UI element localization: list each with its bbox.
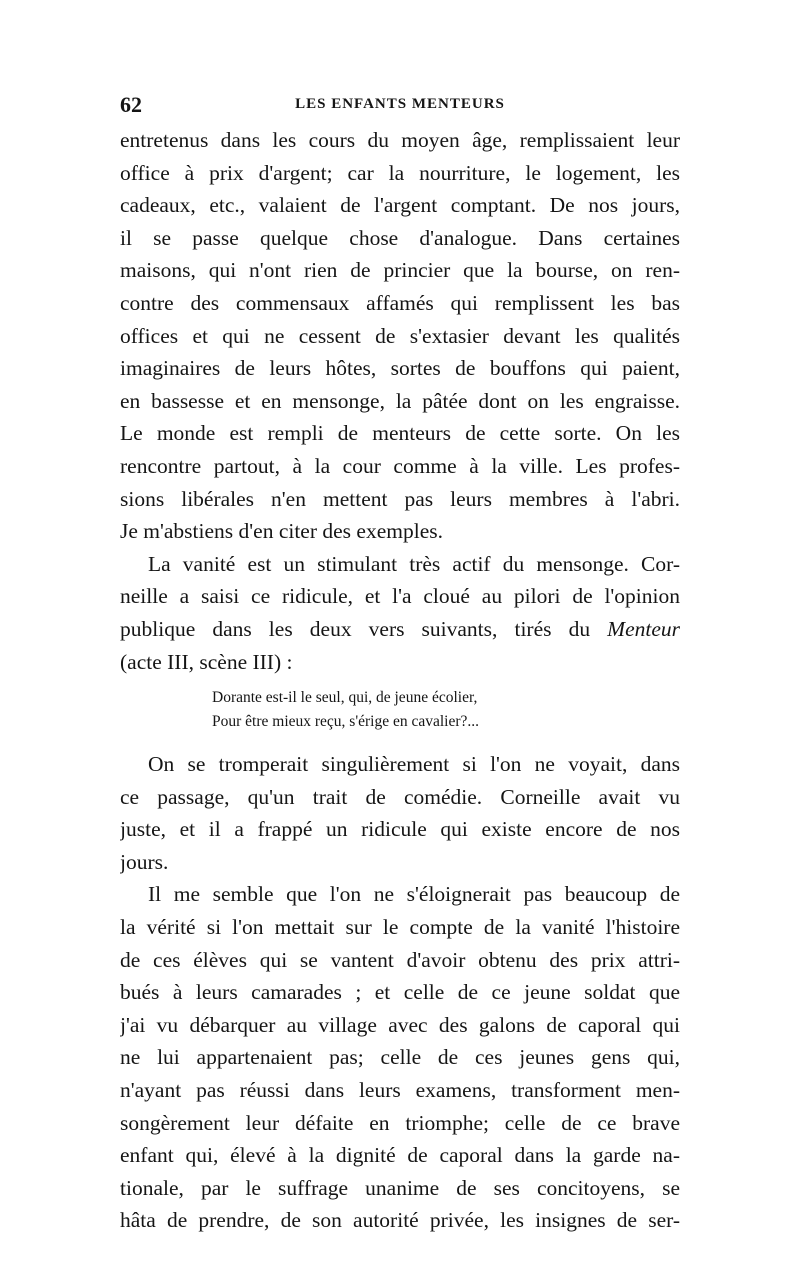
- text-line: hâta de prendre, de son autorité privée, les insignes de ser-: [120, 1208, 680, 1233]
- verse-line: Dorante est-il le seul, qui, de jeune écolier,: [212, 689, 478, 707]
- text-line: enfant qui, élevé à la dignité de caporal dans la garde na-: [120, 1143, 680, 1168]
- body-text-continued: [120, 748, 680, 1237]
- text-line: j'ai vu débarquer au village avec des galons de caporal qui: [120, 1012, 680, 1037]
- text-line: la vérité si l'on mettait sur le compte de la vanité l'histoire: [120, 915, 680, 940]
- verse-line: Pour être mieux reçu, s'érige en cavalier?...: [212, 713, 480, 731]
- text-line: Il me semble que l'on ne s'éloignerait pas beaucoup de: [148, 882, 680, 907]
- text-line: de ces élèves qui se vantent d'avoir obtenu des prix attri-: [120, 947, 680, 972]
- text-line: n'ayant pas réussi dans leurs examens, transforment men-: [120, 1078, 680, 1103]
- text-line: en bassesse et en mensonge, la pâtée dont on les engraisse.: [120, 388, 680, 413]
- text-line: sions libérales n'en mettent pas leurs membres à l'abri.: [120, 486, 680, 511]
- work-title: Menteur: [607, 616, 680, 641]
- text-line: office à prix d'argent; car la nourriture, le logement, les: [120, 160, 680, 185]
- verse-quotation: [120, 686, 680, 734]
- text-line: entretenus dans les cours du moyen âge, remplissaient leur: [120, 128, 680, 152]
- running-head: [120, 92, 680, 118]
- text-line: songèrement leur défaite en triomphe; celle de ce brave: [120, 1110, 680, 1135]
- body-text: [120, 124, 680, 678]
- running-title: LES ENFANTS MENTEURS: [295, 96, 505, 112]
- text-line: tionale, par le suffrage unanime de ses concitoyens, se: [120, 1175, 680, 1200]
- text-line: juste, et il a frappé un ridicule qui existe encore de nos: [120, 817, 680, 842]
- text-line: On se tromperait singulièrement si l'on ne voyait, dans: [148, 752, 680, 777]
- paragraph-4: [120, 878, 680, 1237]
- text-line: (acte III, scène III) :: [120, 649, 293, 674]
- text-line: contre des commensaux affamés qui remplissent les bas: [120, 290, 680, 315]
- text-line: offices et qui ne cessent de s'extasier devant les qualités: [120, 323, 680, 348]
- text-line-segment: publique dans les deux vers suivants, tirés du: [120, 616, 591, 641]
- paragraph-3: [120, 748, 680, 878]
- text-line: jours.: [120, 849, 169, 874]
- text-line: [120, 613, 680, 646]
- page-number: 62: [120, 92, 142, 117]
- book-page: [120, 92, 680, 1237]
- text-line: bués à leurs camarades ; et celle de ce jeune soldat que: [120, 980, 680, 1005]
- text-line: cadeaux, etc., valaient de l'argent comptant. De nos jours,: [120, 193, 680, 218]
- text-line: Le monde est rempli de menteurs de cette sorte. On les: [120, 421, 680, 446]
- paragraph-2: [120, 548, 680, 678]
- text-line: ne lui appartenaient pas; celle de ces jeunes gens qui,: [120, 1045, 680, 1070]
- text-line: maisons, qui n'ont rien de princier que la bourse, on ren-: [120, 258, 680, 283]
- text-line: neille a saisi ce ridicule, et l'a cloué au pilori de l'opinion: [120, 584, 680, 609]
- text-line: La vanité est un stimulant très actif du mensonge. Cor-: [148, 551, 680, 576]
- text-line: rencontre partout, à la cour comme à la ville. Les profes-: [120, 453, 680, 478]
- text-line: il se passe quelque chose d'analogue. Dans certaines: [120, 225, 680, 250]
- paragraph-1: [120, 124, 680, 548]
- text-line: Je m'abstiens d'en citer des exemples.: [120, 519, 443, 544]
- text-line: ce passage, qu'un trait de comédie. Corneille avait vu: [120, 784, 680, 809]
- text-line: imaginaires de leurs hôtes, sortes de bouffons qui paient,: [120, 356, 680, 381]
